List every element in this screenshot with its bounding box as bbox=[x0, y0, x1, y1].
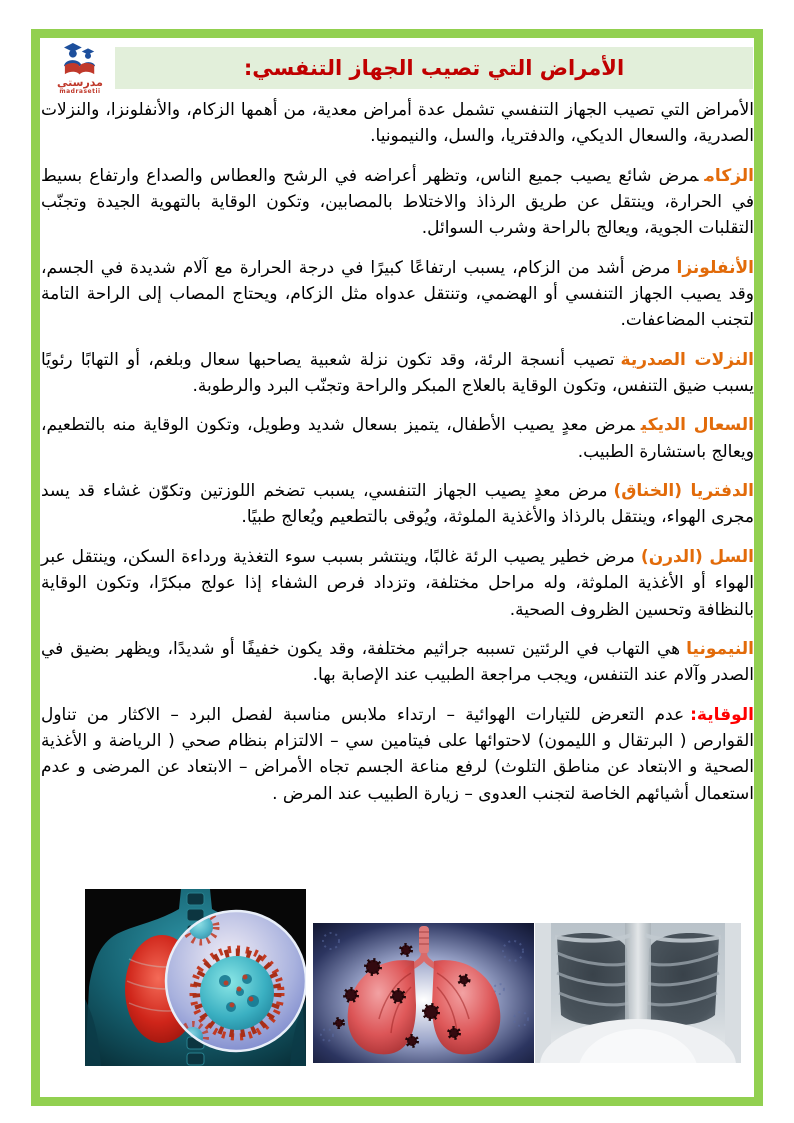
disease-paragraph-tuberculosis bbox=[41, 544, 754, 623]
intro-paragraph: الأمراض التي تصيب الجهاز التنفسي تشمل عدة أمراض معدية، من أهمها الزكام، والأنفلونزا، والنزلات الصدرية، والسعال الديكي، والدفتريا، والسل، والنيمونيا. bbox=[41, 100, 754, 147]
disease-heading: السل (الدرن) bbox=[640, 546, 754, 567]
prevention-paragraph bbox=[41, 702, 754, 807]
disease-heading: الدفتريا (الخناق) bbox=[613, 481, 754, 502]
disease-paragraph-chest-colds bbox=[41, 347, 754, 400]
disease-paragraph-diphtheria bbox=[41, 478, 754, 531]
article-body bbox=[41, 97, 754, 820]
title-banner bbox=[115, 47, 753, 89]
disease-heading: النزلات الصدرية bbox=[620, 349, 754, 370]
disease-heading: السعال الديكي bbox=[640, 415, 754, 436]
disease-text: مرض معدٍ يصيب الجهاز التنفسي، يسبب تضخم اللوزتين وتكوّن غشاء قد يسد مجرى الهواء، وينتقل بالرذاذ والأغذية الملوثة، ويُوقى بالتطعيم ويُعالج طبيًا. bbox=[41, 481, 754, 528]
prevention-heading: الوقاية: bbox=[690, 704, 754, 725]
page-title: الأمراض التي تصيب الجهاز التنفسي: bbox=[243, 56, 625, 80]
disease-paragraph-pneumonia bbox=[41, 636, 754, 689]
chest-anatomy-virus-image bbox=[85, 889, 306, 1066]
disease-text: مرض معدٍ يصيب الأطفال، يتميز بسعال شديد وطويل، وتكون الوقاية منه بالتطعيم، ويعالج باستشارة الطبيب. bbox=[41, 415, 754, 462]
disease-paragraph-common-cold bbox=[41, 163, 754, 242]
school-logo bbox=[52, 42, 108, 95]
chest-xray-image bbox=[535, 923, 741, 1063]
disease-text: هي التهاب في الرئتين تسببه جراثيم مختلفة، وقد يكون خفيفًا أو شديدًا، ويظهر بضيق في الصدر وآلام عند التنفس، ويجب مراجعة الطبيب عند الإصابة بها. bbox=[41, 638, 754, 686]
infected-lungs-illustration bbox=[313, 923, 534, 1063]
disease-text: مرض شائع يصيب جميع الناس، وتظهر أعراضه في الرشح والعطاس والصداع وارتفاع بسيط في الحرارة، وينتقل عن طريق الرذاذ والاختلاط بالمصابين، وتكون الوقاية بالتهوية الجيدة وتجنّب التقلبات الجوية، ويعالج بالراحة وشرب السوائل. bbox=[41, 165, 754, 239]
disease-text: تصيب أنسجة الرئة، وقد تكون نزلة شعبية يصاحبها سعال وبلغم، أو التهابًا رئويًا يسبب ضيق التنفس، وتكون الوقاية بالعلاج المبكر والراحة وتجنّب البرد والرطوبة. bbox=[41, 349, 754, 397]
disease-paragraph-whooping-cough bbox=[41, 412, 754, 465]
disease-heading: الأنفلونزا bbox=[676, 257, 754, 278]
logo-figures-icon bbox=[56, 42, 104, 76]
disease-text: مرض أشد من الزكام، يسبب ارتفاعًا كبيرًا في درجة الحرارة مع آلام شديدة في الجسم، وقد يصيب الجهاز التنفسي أو الهضمي، وتنتقل عدواه مثل الزكام، ويحتاج المصاب إلى الراحة التامة لتجنب المضاعفات. bbox=[41, 257, 754, 331]
prevention-text: عدم التعرض للتيارات الهوائية – ارتداء ملابس مناسبة لفصل البرد – الاكثار من تناول القوارص ( البرتقال و الليمون) لاحتوائها على فيتامين سي – الالتزام بنظام صحي ( الرياضة و الأغذية الصحية و الابتعاد عن مناطق التلوث) لرفع مناعة الجسم تجاه الأمراض – الابتعاد عن المرضى و عدم استعمال أشيائهم الخاصة لتجنب العدوى – زيارة الطبيب عند المرض . bbox=[41, 704, 754, 804]
disease-heading: الزكام bbox=[704, 165, 754, 186]
figure-row bbox=[41, 889, 754, 1069]
logo-arabic-name: مدرستي bbox=[57, 76, 103, 89]
disease-text: مرض خطير يصيب الرئة غالبًا، وينتشر بسبب سوء التغذية ورداءة السكن، وينتقل عبر الهواء أو الأغذية الملوثة، وله مراحل مختلفة، وتزداد فرص الشفاء إذا عولج مبكرًا، وتكون الوقاية بالنظافة وتحسين الظروف الصحية. bbox=[41, 546, 754, 620]
logo-latin-name: madrasetii bbox=[59, 88, 101, 95]
disease-heading: النيمونيا bbox=[686, 638, 754, 659]
disease-paragraph-influenza bbox=[41, 255, 754, 334]
